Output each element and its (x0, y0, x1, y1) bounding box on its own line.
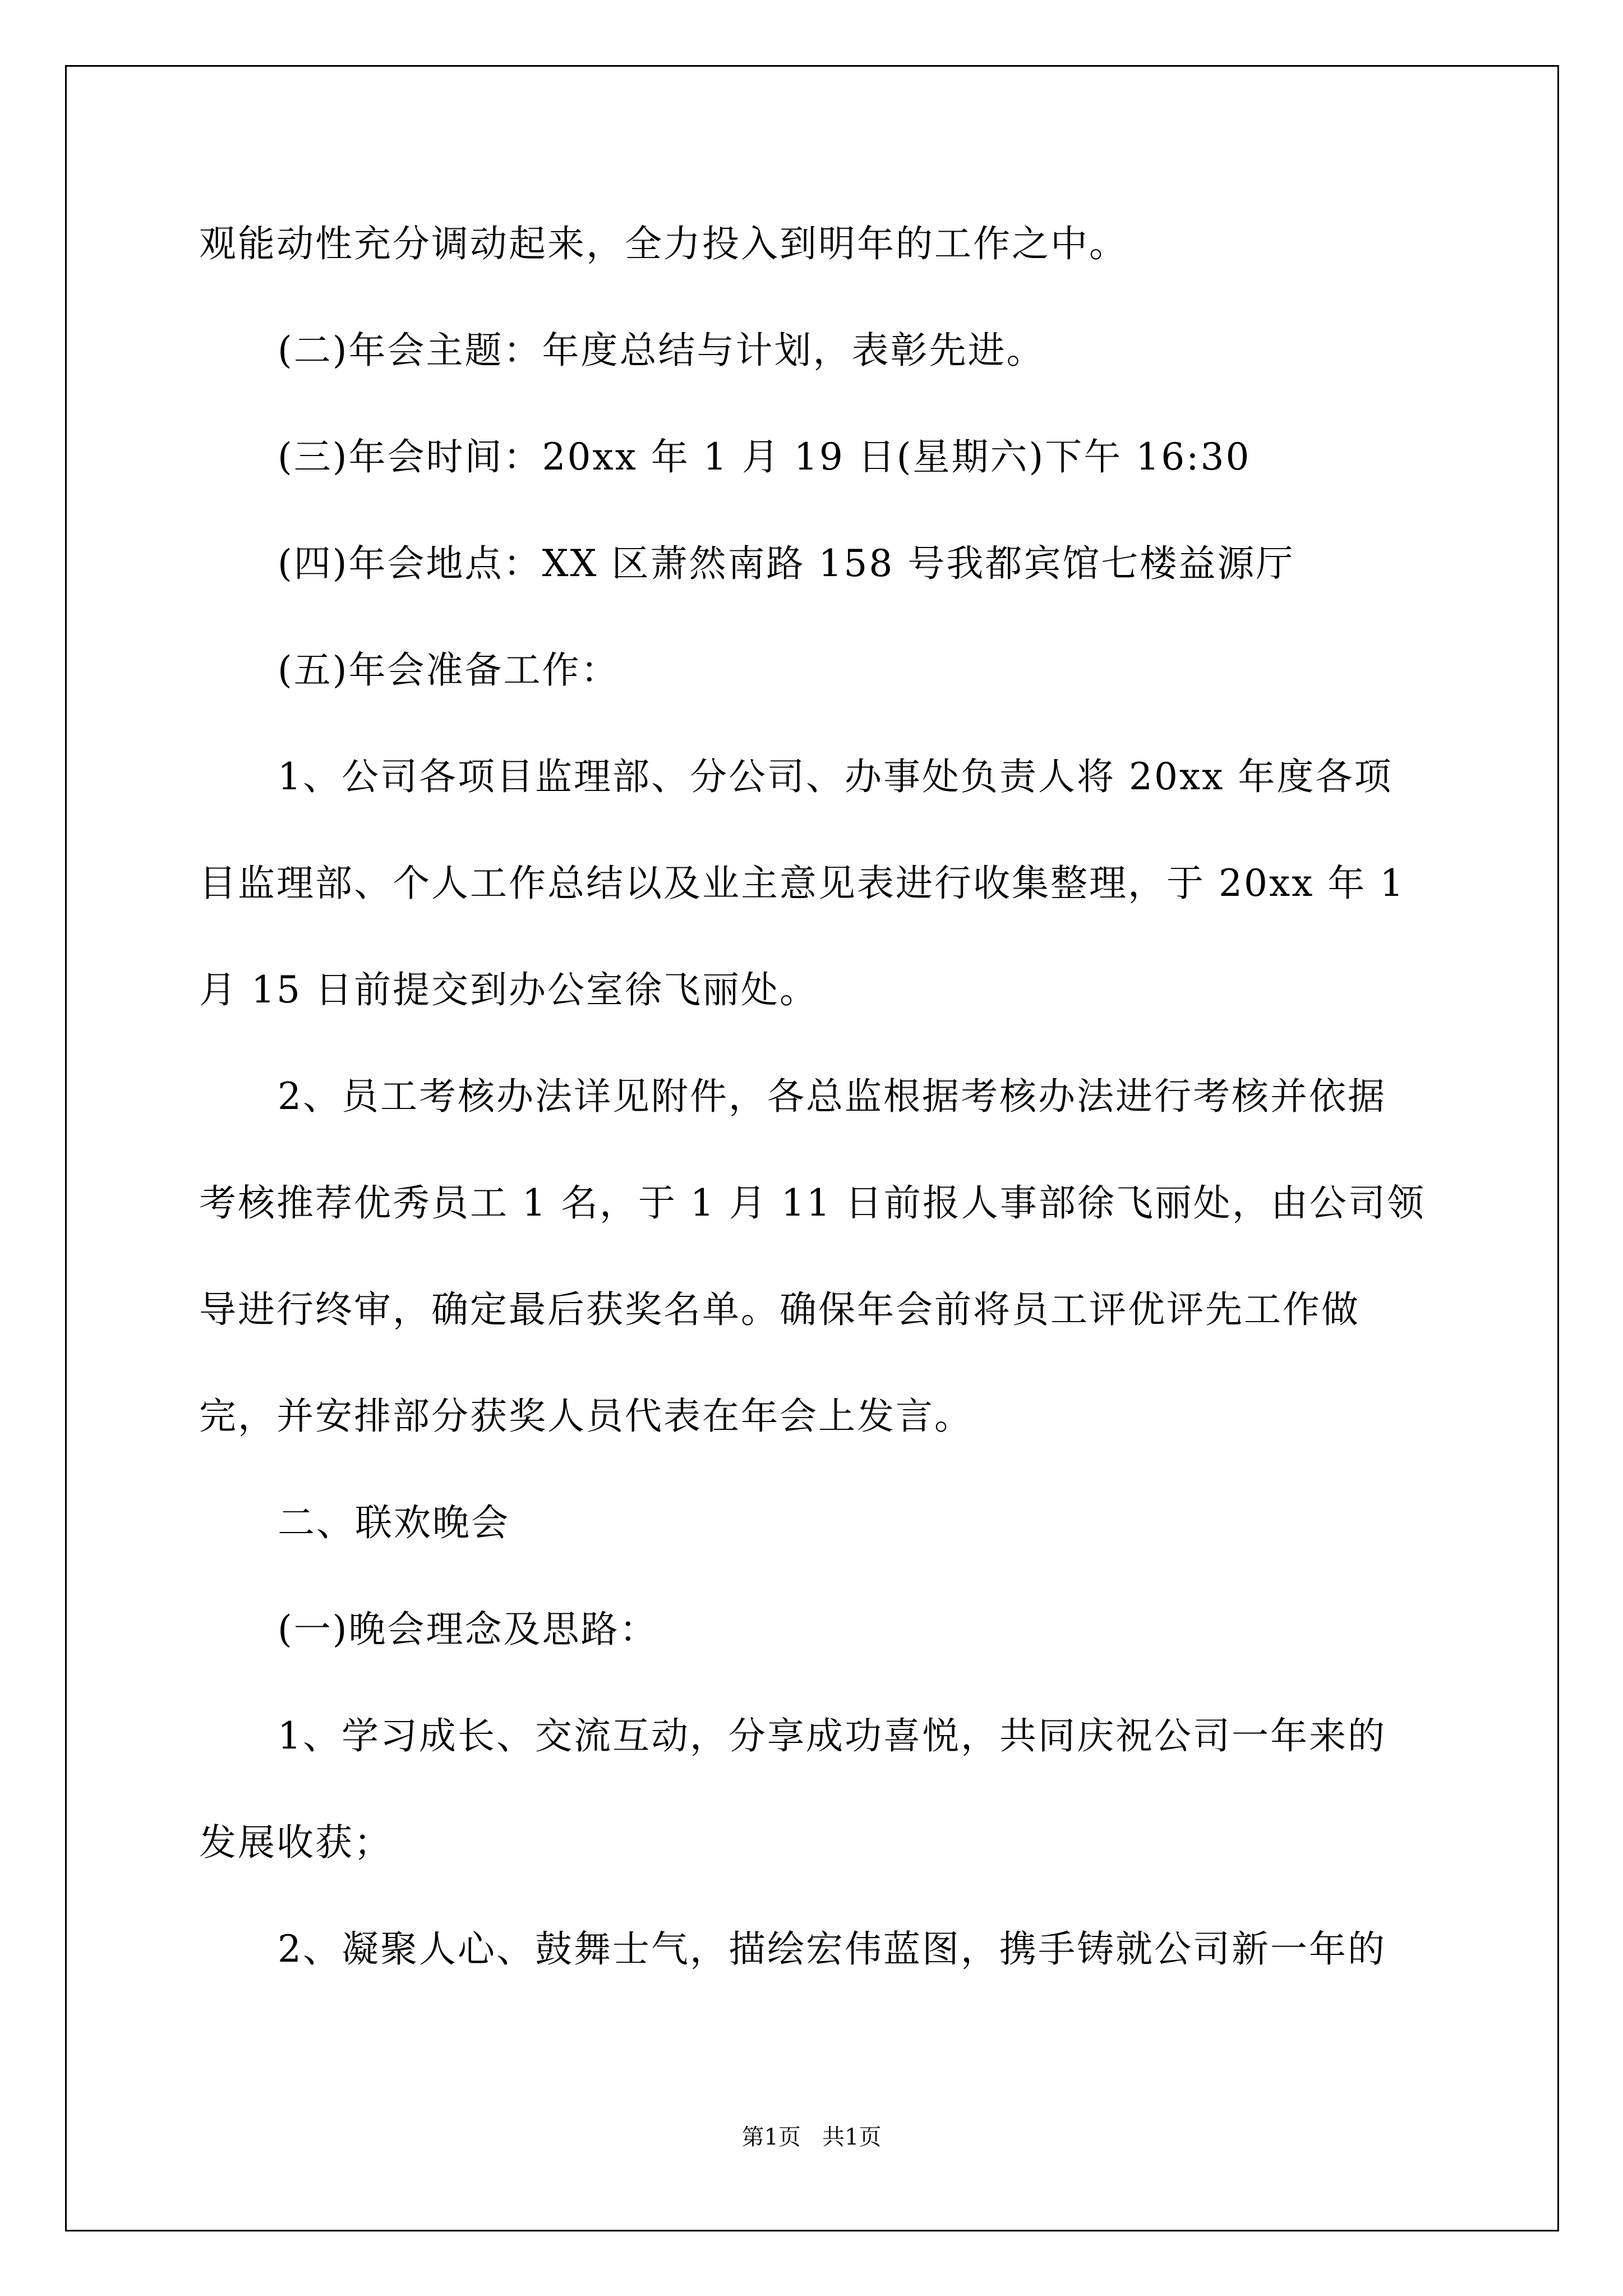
section-heading: 二、联欢晚会 (278, 1501, 510, 1544)
text-line-16: 发展收获； (199, 1821, 393, 1864)
page-footer: 第1页 共1页 (741, 2124, 882, 2150)
text-line-1: 观能动性充分调动起来，全力投入到明年的工作之中。 (199, 222, 1128, 265)
text-line-17: 2、凝聚人心、鼓舞士气，描绘宏伟蓝图，携手铸就公司新一年的 (278, 1927, 1386, 1971)
text-line-8: 月 15 日前提交到办公室徐飞丽处。 (199, 968, 818, 1011)
text-line-14: (一)晚会理念及思路： (278, 1608, 658, 1651)
text-line-10: 考核推荐优秀员工 1 名，于 1 月 11 日前报人事部徐飞丽处，由公司领 (199, 1181, 1426, 1225)
text-line-6: 1、公司各项目监理部、分公司、办事处负责人将 20xx 年度各项 (278, 755, 1393, 798)
text-line-4: (四)年会地点：XX 区萧然南路 158 号我都宾馆七楼益源厅 (278, 542, 1295, 585)
text-line-7: 目监理部、个人工作总结以及业主意见表进行收集整理，于 20xx 年 1 (199, 862, 1405, 905)
text-line-12: 完，并安排部分获奖人员代表在年会上发言。 (199, 1395, 973, 1438)
text-line-15: 1、学习成长、交流互动，分享成功喜悦，共同庆祝公司一年来的 (278, 1714, 1386, 1757)
page-border (65, 65, 1559, 2231)
text-line-2: (二)年会主题：年度总结与计划，表彰先进。 (278, 329, 1045, 372)
text-line-11: 导进行终审，确定最后获奖名单。确保年会前将员工评优评先工作做 (199, 1288, 1360, 1331)
text-line-3: (三)年会时间：20xx 年 1 月 19 日(星期六)下午 16:30 (278, 435, 1251, 478)
text-line-9: 2、员工考核办法详见附件，各总监根据考核办法进行考核并依据 (278, 1075, 1386, 1118)
text-line-5: (五)年会准备工作： (278, 648, 620, 692)
